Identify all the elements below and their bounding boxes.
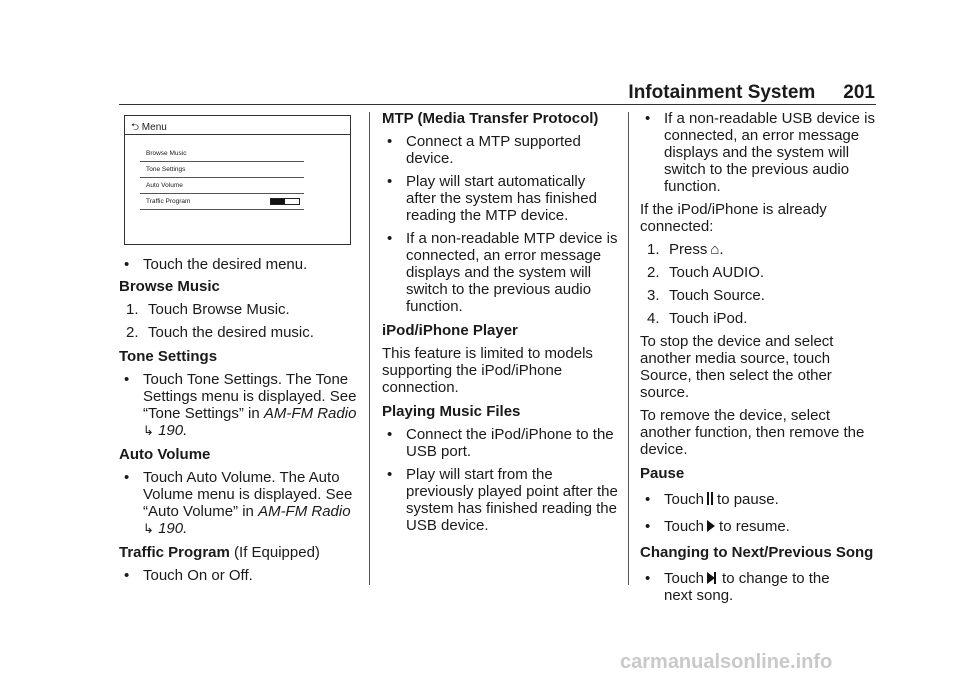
auto-volume-heading: Auto Volume — [119, 446, 211, 463]
play-icon — [707, 520, 715, 532]
home-icon: ⌂ — [710, 241, 720, 258]
playing-music-heading: Playing Music Files — [382, 403, 521, 420]
list-item: • Touch On or Off. — [124, 567, 253, 584]
menu-item-traffic-program[interactable] — [140, 194, 304, 210]
pause-icon — [707, 492, 713, 505]
cross-reference-link[interactable]: “Auto Volume” in — [143, 503, 254, 520]
back-label: Menu — [141, 122, 167, 133]
list-item: 1. Press ⌂. — [647, 241, 724, 258]
ipod-paragraph: This feature is limited to models supporting the iPod/iPhone connection. — [382, 345, 593, 396]
watermark: carmanualsonline.info — [620, 651, 833, 673]
next-track-icon — [707, 572, 715, 584]
column-divider-1 — [369, 112, 370, 585]
traffic-program-heading: Traffic Program (If Equipped) — [119, 544, 320, 561]
tone-settings-heading: Tone Settings — [119, 348, 218, 365]
stop-device-paragraph: To stop the device and select another media source, touch Source, then select the other source. — [640, 333, 834, 401]
list-item: • Touch Auto Volume. The Auto Volume menu is displayed. See “Auto Volume” in AM-FM Radio ↳ 190. — [124, 469, 353, 537]
toggle-on-indicator — [271, 199, 285, 204]
list-item: • Touch Tone Settings. The Tone Settings menu is displayed. See “Tone Settings” in AM-FM Radio ↳ 190. — [124, 371, 357, 439]
cross-reference-link[interactable]: “Tone Settings” in — [143, 405, 260, 422]
return-arrow-icon: ↳ — [143, 423, 154, 438]
list-item: • If a non-readable MTP device is connected, an error message displays and the system will switch to the previous audio function. — [387, 230, 618, 315]
already-connected-paragraph: If the iPod/iPhone is already connected: — [640, 201, 827, 235]
list-item: 2. Touch AUDIO. — [647, 264, 765, 281]
column-1 — [119, 256, 359, 584]
list-item: 4. Touch iPod. — [647, 310, 748, 327]
list-item: 3. Touch Source. — [647, 287, 765, 304]
column-2 — [382, 110, 619, 534]
page-reference[interactable]: 190. — [158, 422, 188, 439]
list-item: • Connect the iPod/iPhone to the USB port. — [387, 426, 614, 460]
screen-title-rule — [125, 134, 350, 135]
list-item: • Play will start from the previously played point after the system has finished reading the USB device. — [387, 466, 618, 534]
return-arrow-icon: ↳ — [143, 521, 154, 536]
menu-screen-illustration — [124, 115, 351, 245]
page-number: 201 — [843, 82, 875, 103]
mtp-heading: MTP (Media Transfer Protocol) — [382, 110, 599, 127]
traffic-program-toggle[interactable] — [270, 198, 300, 205]
remove-device-paragraph: To remove the device, select another function, then remove the device. — [640, 407, 865, 458]
traffic-program-label: Traffic Program — [146, 198, 191, 205]
column-divider-2 — [628, 112, 629, 585]
list-item: • Play will start automatically after the system has finished reading the MTP device. — [387, 173, 597, 224]
menu-item-auto-volume[interactable]: Auto Volume — [140, 178, 304, 194]
list-item: • If a non-readable USB device is connected, an error message displays and the system will switch to the previous audio function. — [645, 110, 875, 195]
list-item: • Connect a MTP supported device. — [387, 133, 581, 167]
ipod-player-heading: iPod/iPhone Player — [382, 322, 518, 339]
list-item: 1. Touch Browse Music. — [126, 301, 290, 318]
column-3 — [640, 110, 878, 604]
list-item: 2. Touch the desired music. — [126, 324, 314, 341]
page-reference[interactable]: 190. — [158, 520, 188, 537]
next-previous-heading: Changing to Next/Previous Song — [640, 544, 874, 561]
list-item: • Touch the desired menu. — [124, 256, 308, 273]
back-arrow-icon: ⮌ — [131, 122, 140, 133]
menu-item-tone-settings[interactable]: Tone Settings — [140, 162, 304, 178]
pause-heading: Pause — [640, 465, 685, 482]
header-rule — [119, 104, 876, 105]
section-title: Infotainment System — [628, 82, 816, 103]
browse-music-heading: Browse Music — [119, 278, 220, 295]
menu-item-browse-music[interactable]: Browse Music — [140, 146, 304, 162]
page-header — [600, 82, 875, 104]
list-item: • Touch to change to the next song. — [645, 570, 830, 604]
list-item: • Touch to pause. — [645, 491, 779, 508]
list-item: • Touch to resume. — [645, 518, 790, 535]
